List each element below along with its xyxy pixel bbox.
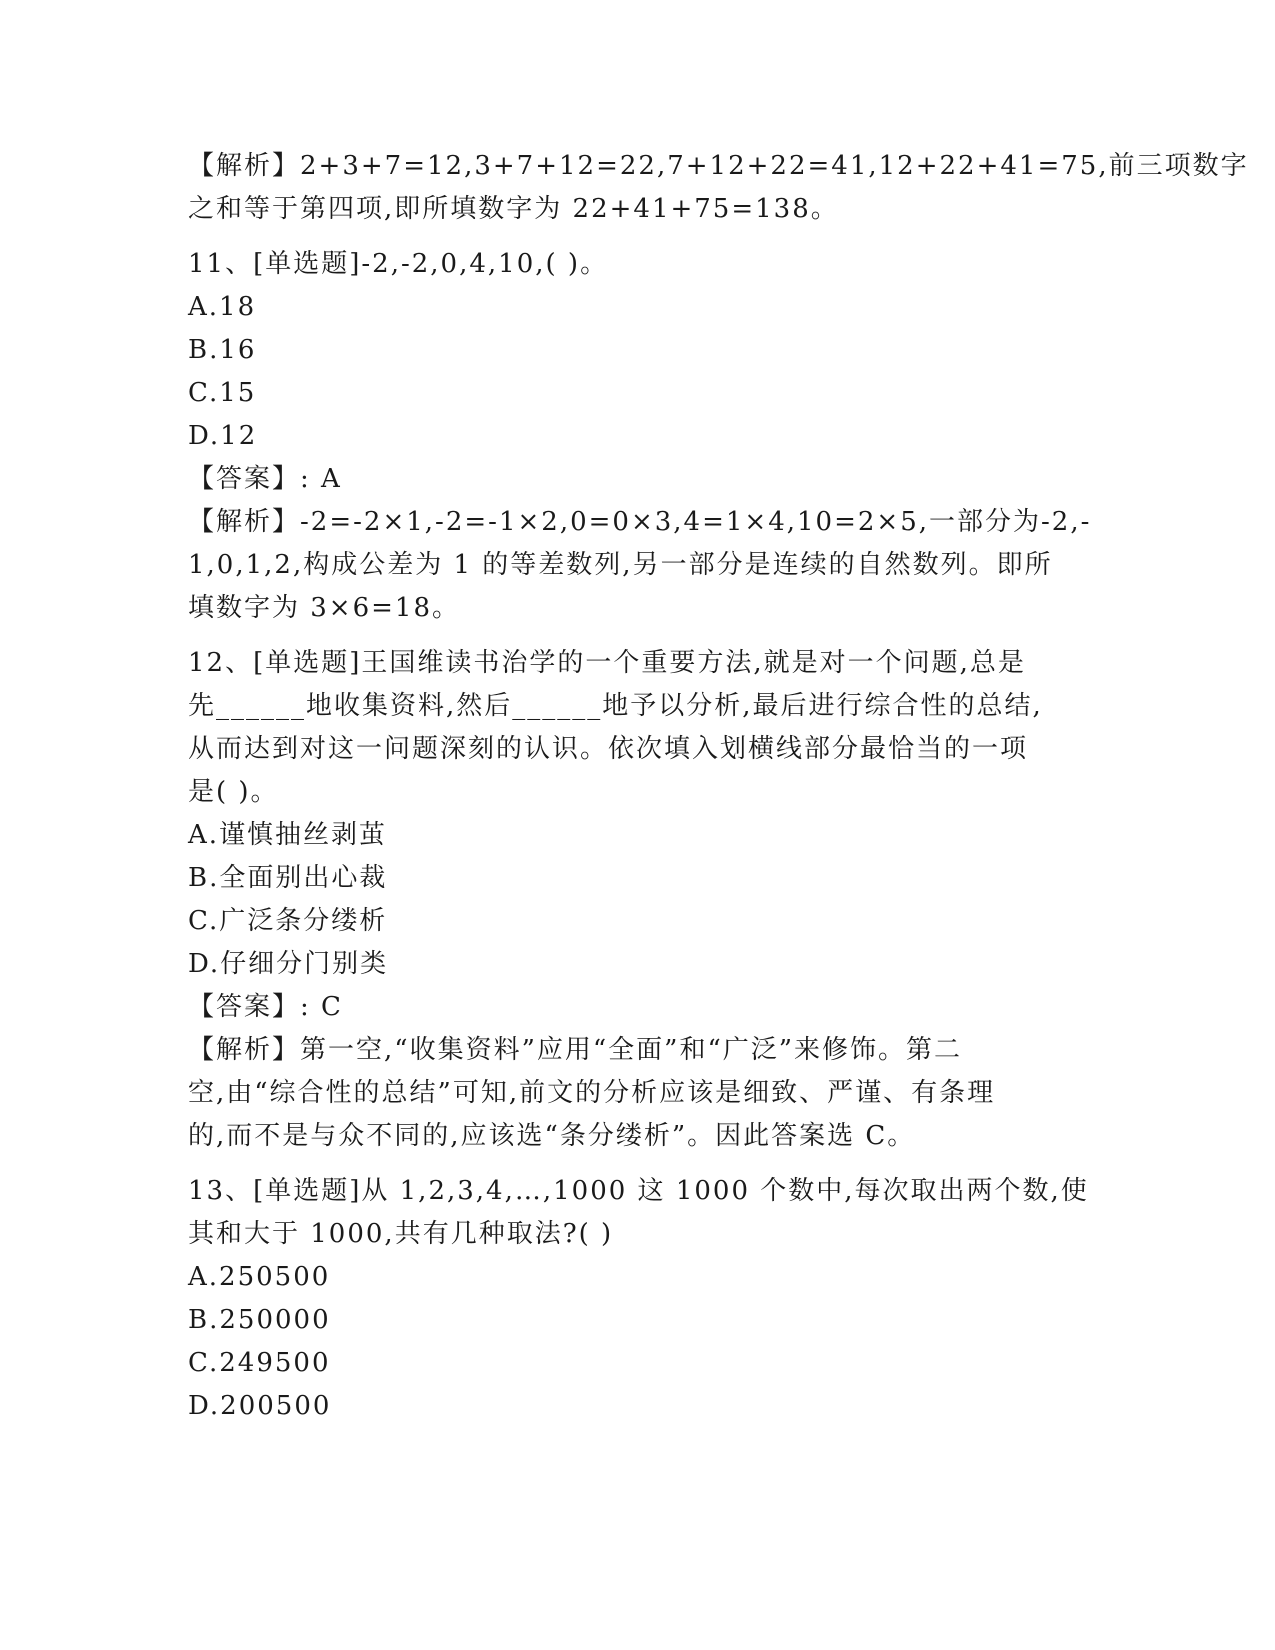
- option-c: C.广泛条分缕析: [188, 906, 388, 936]
- analysis-text: 填数字为 3×6=18。: [188, 593, 461, 623]
- answer-line: [188, 986, 1088, 1029]
- analysis-label: 【解析】: [188, 1035, 301, 1065]
- option-d: D.200500: [188, 1391, 332, 1421]
- answer-value: A: [321, 464, 342, 494]
- analysis-text: 第一空,“收集资料”应用“全面”和“广泛”来修饰。第二: [300, 1035, 963, 1065]
- answer-label: 【答案】:: [188, 464, 311, 494]
- analysis-text: -2=-2×1,-2=-1×2,0=0×3,4=1×4,10=2×5,一部分为-2,-: [300, 507, 1092, 537]
- question-stem: 是( )。: [188, 777, 279, 807]
- analysis-text: 的,而不是与众不同的,应该选“条分缕析”。因此答案选 C。: [188, 1121, 916, 1151]
- question-stem: 先______地收集资料,然后______地予以分析,最后进行综合性的总结,: [188, 691, 1043, 721]
- question-13: [188, 1170, 1088, 1428]
- question-stem: 从而达到对这一问题深刻的认识。依次填入划横线部分最恰当的一项: [188, 734, 1029, 764]
- option-a: A.谨慎抽丝剥茧: [188, 820, 388, 850]
- option-b: B.全面别出心裁: [188, 863, 388, 893]
- question-stem: 12、[单选题]王国维读书治学的一个重要方法,就是对一个问题,总是: [188, 648, 1026, 678]
- analysis-label: 【解析】: [188, 151, 301, 181]
- analysis-text: 2+3+7=12,3+7+12=22,7+12+22=41,12+22+41=75,前三项数字: [300, 151, 1249, 181]
- question-stem: 13、[单选题]从 1,2,3,4,…,1000 这 1000 个数中,每次取出两个数,使: [188, 1176, 1089, 1206]
- analysis-text: 空,由“综合性的总结”可知,前文的分析应该是细致、严谨、有条理: [188, 1078, 996, 1108]
- analysis-label: 【解析】: [188, 507, 301, 537]
- question-stem: 11、[单选题]-2,-2,0,4,10,( )。: [188, 249, 609, 279]
- question-12: [188, 642, 1088, 1158]
- answer-label: 【答案】:: [188, 992, 311, 1022]
- answer-value: C: [321, 992, 343, 1022]
- option-b: B.16: [188, 335, 257, 365]
- answer-line: [188, 458, 1088, 501]
- option-d: D.仔细分门别类: [188, 949, 389, 979]
- option-a: A.18: [188, 292, 257, 322]
- option-d: D.12: [188, 421, 258, 451]
- option-c: C.249500: [188, 1348, 331, 1378]
- q10-analysis: [188, 145, 1249, 231]
- analysis-text: 1,0,1,2,构成公差为 1 的等差数列,另一部分是连续的自然数列。即所: [188, 550, 1053, 580]
- analysis-text: 之和等于第四项,即所填数字为 22+41+75=138。: [188, 194, 839, 224]
- option-b: B.250000: [188, 1305, 331, 1335]
- document-page: [188, 145, 1249, 1428]
- question-11: [188, 243, 1092, 630]
- option-a: A.250500: [188, 1262, 331, 1292]
- option-c: C.15: [188, 378, 257, 408]
- question-stem: 其和大于 1000,共有几种取法?( ): [188, 1219, 614, 1249]
